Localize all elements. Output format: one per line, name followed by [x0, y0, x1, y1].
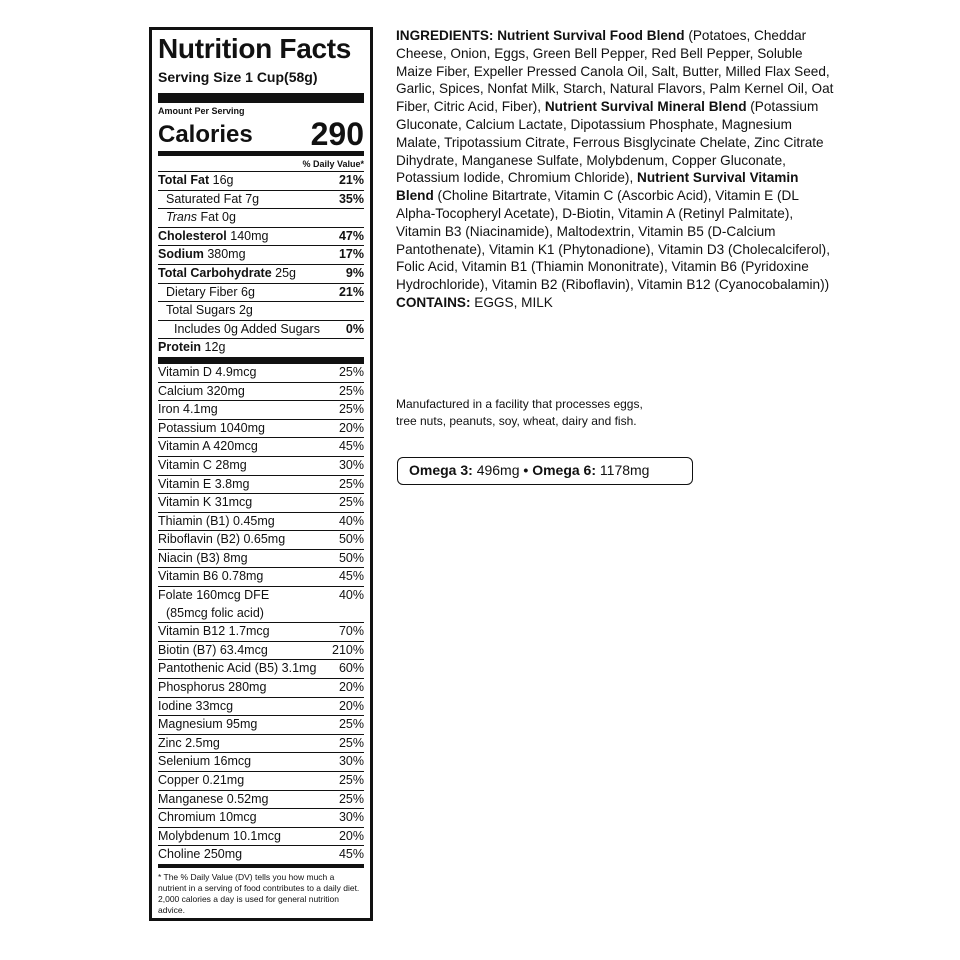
vitamin-row: [158, 476, 364, 495]
vitamin-label: [158, 735, 220, 753]
vitamin-label: [158, 642, 268, 660]
vitamin-dv: 30%: [338, 810, 364, 825]
vitamin-dv: 60%: [338, 661, 364, 676]
vitamin-dv: 25%: [338, 495, 364, 510]
vitamin-label-text: Vitamin D 4.9mcg: [158, 364, 257, 379]
omega6-label: Omega 6:: [532, 462, 597, 478]
vitamin-label-text: Pantothenic Acid (B5) 3.1mg: [158, 661, 317, 676]
facility-line: tree nuts, peanuts, soy, wheat, dairy and fish.: [396, 413, 637, 428]
nutrient-dv: 21%: [338, 173, 364, 187]
ingredients-label: INGREDIENTS:: [396, 28, 494, 43]
vitamin-label: [158, 457, 247, 475]
vitamin-row: [158, 531, 364, 550]
vitamin-label-text: Magnesium 95mg: [158, 717, 258, 732]
nutrient-row-saturated-fat: [158, 191, 364, 210]
vitamin-row: [158, 568, 364, 587]
vitamin-label-text: Vitamin A 420mcg: [158, 439, 258, 454]
nutrient-amount: 7g: [245, 191, 260, 206]
vitamin-label: [158, 587, 328, 622]
vitamin-row: [158, 401, 364, 420]
nutrient-amount: 140mg: [230, 228, 269, 243]
vitamin-dv: 25%: [338, 735, 364, 750]
vitamin-label-text: Selenium 16mcg: [158, 754, 252, 769]
vitamin-dv: 50%: [338, 550, 364, 565]
nutrient-row-sodium: [158, 246, 364, 265]
contains-label: CONTAINS:: [396, 294, 471, 310]
nutrient-label: Saturated Fat: [166, 191, 242, 206]
vitamin-row: [158, 846, 364, 868]
vitamin-row: [158, 457, 364, 476]
nutrient-label: Dietary Fiber: [166, 284, 238, 299]
vitamin-row: [158, 772, 364, 791]
vitamin-label-text: Zinc 2.5mg: [158, 735, 220, 750]
vitamin-row: [158, 587, 364, 623]
vitamin-label-text: Folate 160mcg DFE: [158, 588, 270, 603]
vitamin-label-text: Calcium 320mg: [158, 383, 245, 398]
vitamin-dv: 45%: [338, 847, 364, 862]
vitamin-dv: 25%: [338, 791, 364, 806]
vitamin-dv: 50%: [338, 532, 364, 547]
nutrient-dv: 9%: [345, 265, 364, 280]
vitamin-row: [158, 438, 364, 457]
vitamin-label-text: Potassium 1040mg: [158, 420, 266, 435]
vitamin-label: [158, 809, 257, 827]
vitamin-mineral-list: [158, 364, 364, 868]
vitamin-label: [158, 660, 316, 678]
nutrient-label: Sodium: [158, 247, 204, 262]
nutrient-label: Cholesterol: [158, 228, 227, 243]
vitamin-label-text: Vitamin C 28mg: [158, 457, 247, 472]
nutrient-dv: 17%: [338, 247, 364, 262]
nutrition-facts-panel: [149, 27, 373, 921]
vitamin-label: [158, 401, 218, 419]
facility-line: Manufactured in a facility that processes eggs,: [396, 397, 643, 411]
calories-value: 290: [310, 116, 364, 152]
vitamin-dv: 20%: [338, 680, 364, 695]
vitamin-label-sub: (85mcg folic acid): [166, 605, 264, 620]
vitamin-dv: 25%: [338, 383, 364, 398]
vitamin-label: [158, 513, 275, 531]
vitamin-dv: 25%: [338, 476, 364, 491]
nutrient-dv: 35%: [338, 191, 364, 206]
vitamin-label-text: Choline 250mg: [158, 847, 243, 862]
nutrient-dv: 21%: [338, 284, 364, 299]
vitamin-dv: 40%: [338, 588, 364, 603]
mineral-blend-items: (Potassium Gluconate, Calcium Lactate, Dipotassium Phosphate, Magnesium Malate, Tripotassium Citrate, Ferrous Bisglycinate Chelate, Zinc Citrate Dihydrate, Manganese Sulfate, Molybdenum, Copper Gluconate, Potassium Iodide, Chromium Chloride),: [396, 99, 824, 186]
vitamin-label: [158, 772, 244, 790]
ingredients-text: [396, 27, 836, 312]
nutrient-amount: 12g: [204, 340, 226, 355]
vitamin-label: [158, 716, 257, 734]
vitamin-dv: 25%: [338, 402, 364, 417]
vitamin-dv: 25%: [338, 773, 364, 787]
nutrient-row-dietary-fiber: [158, 284, 364, 303]
vitamin-label-text: Niacin (B3) 8mg: [158, 550, 248, 565]
serving-size: Serving Size 1 Cup(58g): [158, 67, 364, 103]
vitamin-row: [158, 698, 364, 717]
vitamin-label: [158, 383, 245, 401]
vitamin-row: [158, 660, 364, 679]
vitamin-label-text: Molybdenum 10.1mcg: [158, 828, 281, 843]
vitamin-label-text: Vitamin K 31mcg: [158, 495, 253, 510]
vitamin-label-text: Thiamin (B1) 0.45mg: [158, 513, 275, 528]
vitamin-row: [158, 809, 364, 828]
vitamin-label: [158, 494, 252, 512]
vitamin-label-text: Riboflavin (B2) 0.65mg: [158, 532, 286, 547]
nutrient-row-added-sugars: [158, 321, 364, 340]
mineral-blend-name: Nutrient Survival Mineral Blend: [544, 99, 747, 115]
vitamin-label: [158, 623, 270, 641]
nutrient-row-total-sugars: [158, 302, 364, 321]
vitamin-label: [158, 420, 265, 438]
vitamin-label: [158, 476, 249, 494]
vitamin-row: [158, 420, 364, 439]
nutrient-row-cholesterol: [158, 228, 364, 247]
nutrient-amount: 2g: [238, 303, 253, 318]
vitamin-dv: 25%: [338, 717, 364, 732]
nutrient-label: Trans: [166, 210, 198, 225]
vitamin-row: [158, 494, 364, 513]
vitamin-label: [158, 679, 266, 697]
nutrient-label: Total Sugars: [166, 303, 236, 318]
omega3-label: Omega 3:: [409, 462, 473, 478]
vitamin-label-text: Vitamin E 3.8mg: [158, 476, 250, 491]
nutrient-amount: Fat 0g: [200, 210, 236, 225]
vitamin-dv: 45%: [338, 439, 364, 454]
vitamin-dv: 20%: [338, 420, 364, 435]
vitamin-row: [158, 679, 364, 698]
nutrient-label: Protein: [158, 340, 202, 355]
omega-badge: [397, 457, 693, 485]
vitamin-row: [158, 735, 364, 754]
nutrient-amount: 6g: [241, 284, 255, 299]
nutrient-label: Total Carbohydrate: [158, 265, 272, 280]
daily-value-footnote: * The % Daily Value (DV) tells you how much a nutrient in a serving of food contributes to a daily diet. 2,000 calories a day is used for general nutrition advice.: [158, 871, 360, 915]
food-blend-name: Nutrient Survival Food Blend: [497, 28, 685, 43]
vitamin-label: [158, 698, 233, 716]
vitamin-row: [158, 383, 364, 402]
nutrition-facts-title: Nutrition Facts: [158, 33, 352, 64]
vitamin-label: [158, 364, 256, 382]
vitamin-label-text: Copper 0.21mg: [158, 773, 245, 787]
vitamin-label-text: Vitamin B12 1.7mcg: [158, 624, 270, 639]
nutrient-row-total-fat: [158, 172, 364, 191]
vitamin-row: [158, 642, 364, 661]
vitamin-label-text: Manganese 0.52mg: [158, 791, 269, 806]
omega-separator: •: [523, 462, 529, 478]
vitamin-row: [158, 828, 364, 847]
facility-statement: [396, 396, 696, 429]
vitamin-dv: 30%: [338, 457, 364, 472]
vitamin-row: [158, 753, 364, 772]
vitamin-label: [158, 550, 248, 568]
nutrient-row-total-carbohydrate: [158, 265, 364, 284]
calories-label: Calories: [158, 121, 253, 148]
vitamin-label-text: Vitamin B6 0.78mg: [158, 569, 264, 584]
vitamin-row: [158, 791, 364, 810]
vitamin-label-text: Iodine 33mcg: [158, 698, 234, 713]
omega3-value: 496mg: [476, 462, 520, 478]
vitamin-blend-items: (Choline Bitartrate, Vitamin C (Ascorbic Acid), Vitamin E (DL Alpha-Tocopheryl Acetate), D-Biotin, Vitamin A (Retinyl Palmitate), Vitamin B3 (Niacinamide), Maltodextrin, Vitamin B5 (D-Calcium Pantothenate), Vitamin K1 (Phytonadione), Vitamin D3 (Cholecalciferol), Folic Acid, Vitamin B1 (Thiamin Mononitrate), Vitamin B6 (Pyridoxine Hydrochloride), Vitamin B2 (Riboflavin), Vitamin B12 (Cyanocobalamin)): [396, 188, 830, 293]
vitamin-row: [158, 513, 364, 532]
vitamin-dv: 20%: [338, 698, 364, 713]
vitamin-dv: 210%: [332, 642, 364, 657]
omega6-value: 1178mg: [599, 462, 650, 478]
nutrient-row-protein: [158, 339, 364, 364]
nutrient-label: Includes 0g Added Sugars: [174, 321, 320, 336]
food-blend-items: (Potatoes, Cheddar Cheese, Onion, Eggs, Green Bell Pepper, Red Bell Pepper, Soluble Maize Fiber, Expeller Pressed Canola Oil, Salt, Butter, Milled Flax Seed, Garlic, Spices, Nonfat Milk, Starch, Natural Flavors, Palm Kernel Oil, Oat Fiber, Citric Acid, Fiber),: [396, 28, 834, 115]
nutrient-amount: 16g: [212, 173, 234, 187]
nutrient-label: Total Fat: [158, 173, 210, 187]
vitamin-dv: 20%: [338, 828, 364, 843]
vitamin-row: [158, 550, 364, 569]
vitamin-label: [158, 828, 281, 846]
nutrient-amount: 25g: [275, 265, 297, 280]
vitamin-row: [158, 364, 364, 383]
vitamin-row: [158, 623, 364, 642]
nutrient-row-trans-fat: [158, 209, 364, 228]
vitamin-label: [158, 846, 242, 864]
vitamin-dv: 45%: [338, 569, 364, 584]
vitamin-label: [158, 791, 269, 809]
contains-items: EGGS, MILK: [474, 294, 553, 310]
amount-per-serving: Amount Per Serving: [158, 106, 245, 116]
vitamin-blend-name: Nutrient Survival Vitamin Blend: [396, 170, 799, 204]
daily-value-header: % Daily Value*: [158, 151, 364, 172]
vitamin-row: [158, 716, 364, 735]
vitamin-label-text: Chromium 10mcg: [158, 810, 257, 825]
nutrient-amount: 380mg: [207, 247, 246, 262]
vitamin-label-text: Iron 4.1mg: [158, 402, 218, 417]
vitamin-dv: 40%: [338, 513, 364, 528]
vitamin-label: [158, 531, 285, 549]
vitamin-dv: 30%: [338, 754, 364, 769]
vitamin-dv: 70%: [338, 624, 364, 639]
vitamin-label-text: Phosphorus 280mg: [158, 680, 267, 695]
nutrient-dv: 0%: [345, 321, 364, 336]
vitamin-label: [158, 753, 251, 771]
vitamin-label: [158, 438, 258, 456]
nutrient-dv: 47%: [338, 228, 364, 243]
vitamin-label: [158, 568, 263, 586]
calories-row: [158, 117, 364, 151]
vitamin-dv: 25%: [338, 364, 364, 379]
vitamin-label-text: Biotin (B7) 63.4mcg: [158, 642, 268, 657]
